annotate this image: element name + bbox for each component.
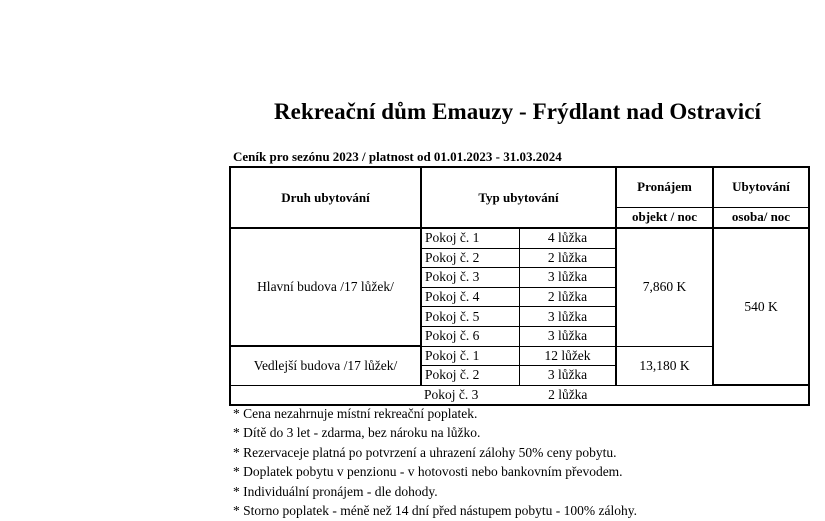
building-name: Hlavní budova /17 lůžek/ xyxy=(230,228,421,346)
room-beds: 3 lůžka xyxy=(520,268,617,288)
table-row xyxy=(230,385,809,405)
empty-cell xyxy=(616,385,713,405)
room-name: Pokoj č. 2 xyxy=(421,366,520,386)
header-row xyxy=(230,167,809,207)
empty-cell xyxy=(230,385,421,405)
note-item: * Storno poplatek - méně než 14 dní před nástupem pobytu - 100% zálohy. xyxy=(233,503,638,519)
note-item: * Individuální pronájem - dle dohody. xyxy=(233,483,438,499)
table-row xyxy=(230,228,809,248)
note-item: * Rezervaceje platná po potvrzení a uhrazení zálohy 50% ceny pobytu. xyxy=(233,444,617,460)
notes-list xyxy=(233,404,637,520)
room-name: Pokoj č. 3 xyxy=(421,268,520,288)
price-table xyxy=(229,166,810,406)
room-beds: 3 lůžka xyxy=(520,307,617,327)
header-druh: Druh ubytování xyxy=(230,167,421,228)
room-name: Pokoj č. 3 xyxy=(421,385,520,405)
room-beds: 2 lůžka xyxy=(520,248,617,268)
empty-cell xyxy=(713,385,809,405)
room-name: Pokoj č. 4 xyxy=(421,287,520,307)
rent-price: 7,860 K xyxy=(616,228,713,346)
header-pronajem-unit: objekt / noc xyxy=(616,207,713,228)
room-beds: 2 lůžka xyxy=(520,287,617,307)
room-name: Pokoj č. 1 xyxy=(421,228,520,248)
room-beds: 4 lůžka xyxy=(520,228,617,248)
price-list-subtitle: Ceník pro sezónu 2023 / platnost od 01.01.2023 - 31.03.2024 xyxy=(233,149,562,164)
rent-price: 13,180 K xyxy=(616,346,713,385)
room-name: Pokoj č. 2 xyxy=(421,248,520,268)
room-beds: 12 lůžek xyxy=(520,346,617,366)
room-name: Pokoj č. 5 xyxy=(421,307,520,327)
per-person-price: 540 K xyxy=(713,228,809,385)
note-item: * Dítě do 3 let - zdarma, bez nároku na lůžko. xyxy=(233,425,481,441)
building-name: Vedlejší budova /17 lůžek/ xyxy=(230,346,421,385)
note-item: * Cena nezahrnuje místní rekreační poplatek. xyxy=(233,406,478,421)
room-beds: 3 lůžka xyxy=(520,366,617,386)
header-pronajem: Pronájem xyxy=(616,167,713,207)
header-ubytovani: Ubytování xyxy=(713,167,809,207)
note-item: * Doplatek pobytu v penzionu - v hotovosti nebo bankovním převodem. xyxy=(233,464,623,480)
page-title: Rekreační dům Emauzy - Frýdlant nad Ostravicí xyxy=(273,99,762,124)
room-beds: 2 lůžka xyxy=(520,385,617,405)
header-typ: Typ ubytování xyxy=(421,167,616,228)
header-ubytovani-unit: osoba/ noc xyxy=(713,207,809,228)
room-beds: 3 lůžka xyxy=(520,326,617,346)
room-name: Pokoj č. 1 xyxy=(421,346,520,366)
room-name: Pokoj č. 6 xyxy=(421,326,520,346)
